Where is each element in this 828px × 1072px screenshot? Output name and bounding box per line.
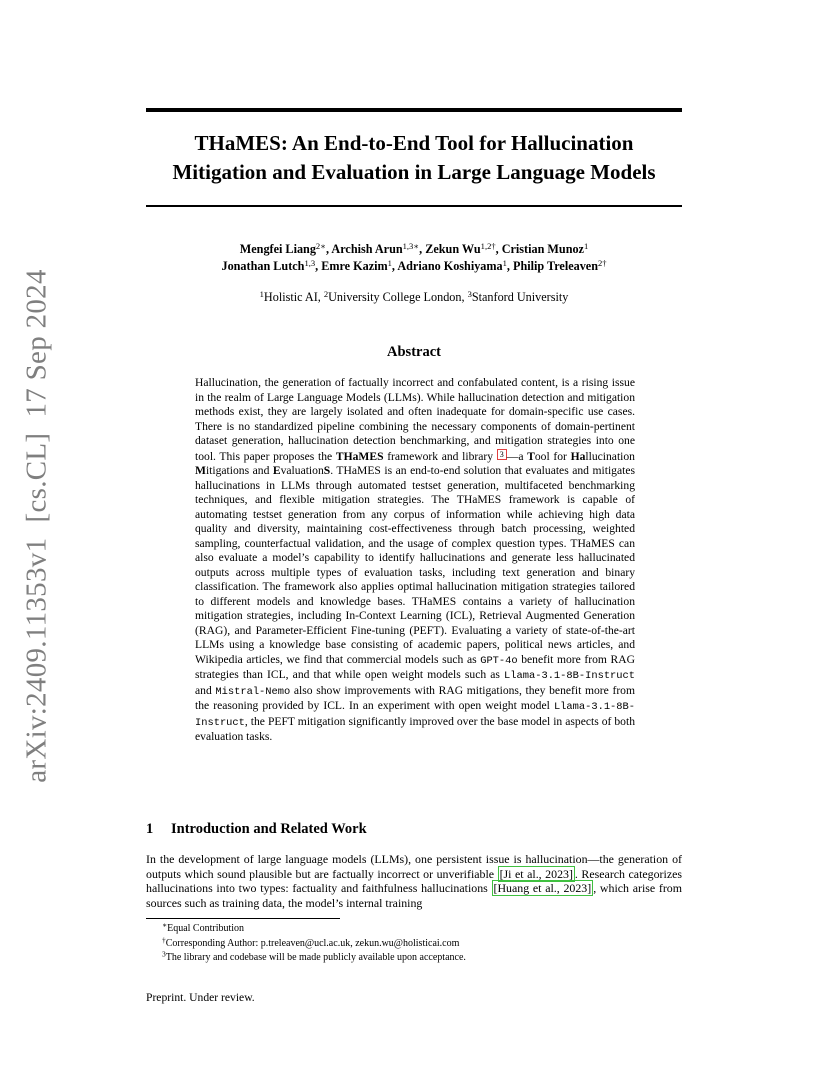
preprint-note: Preprint. Under review. <box>146 991 255 1004</box>
footnote <box>162 922 682 937</box>
affiliations <box>120 289 708 305</box>
footnote <box>162 937 682 952</box>
footnote-text: Corresponding Author: p.treleaven@ucl.ac.uk, zekun.wu@holisticai.com <box>165 937 460 949</box>
footnote <box>162 951 682 966</box>
author-affil-mark: 1,3∗ <box>402 241 420 252</box>
affiliation-name: Stanford University <box>471 290 569 304</box>
abstract-text: benefit more from RAG strategies than ICL, and that while open weight models such as <box>195 652 636 682</box>
affil-separator: , <box>461 290 468 304</box>
section-title: Introduction and Related Work <box>171 821 367 837</box>
title-line-2: Mitigation and Evaluation in Large Language Models <box>172 160 656 184</box>
paper-title <box>120 129 708 187</box>
abstract-body <box>195 376 635 745</box>
author-affil-mark: 1,2† <box>480 241 496 252</box>
author-affil-mark: 1,3 <box>304 258 316 269</box>
author-line-2 <box>120 258 708 275</box>
affil-mark: 1 <box>259 289 264 300</box>
citation-link[interactable]: [Huang et al., 2023] <box>493 881 592 896</box>
title-bottom-rule <box>146 205 682 207</box>
model-name: Llama-3.1-8B-Instruct <box>195 701 635 729</box>
abstract-text: , the PEFT mitigation significantly improved over the base model in aspects of both evaluation tasks. <box>195 714 635 744</box>
footnote-text: Equal Contribution <box>167 923 245 934</box>
author-separator: , <box>391 259 398 273</box>
abstract-text: ool for <box>534 449 571 463</box>
author-affil-mark: 1 <box>387 258 392 269</box>
model-name: GPT-4o <box>480 654 518 667</box>
abstract-text: —a <box>506 449 528 463</box>
author-name: Adriano Koshiyama <box>397 259 503 273</box>
author-name: Philip Treleaven <box>513 259 598 273</box>
model-name: Mistral-Nemo <box>215 685 291 698</box>
abstract-text: . THaMES is an end-to-end solution that evaluates and mitigates hallucinations in LLMs through automated testset generation, multifaceted benchmarking techniques, and flexible mitigation strategies. The THaMES framework is capable of automating testset generation from any corpus of information while achieving high data quality and diversity, maintaining cost-effectiveness through batch processing, weighted sampling, counterfactual validation, and the usage of complex question types. THaMES can also evaluate a model’s capability to identify hallucinations and generate less hallucinated outputs across multiple types of evaluation tasks, including text generation and binary classification. The framework also applies optimal hallucination mitigation strategies tailored to different models and knowledge bases. THaMES contains a variety of hallucination mitigation strategies, including In-Context Learning (ICL), Retrieval Augmented Generation (RAG), and Parameter-Efficient Fine-tuning (PEFT). Evaluating a variety of state-of-the-art LLMs using a knowledge base consisting of academic papers, political news articles, and Wikipedia articles, we find that commercial models such as <box>195 464 635 666</box>
author-name: Cristian Munoz <box>501 242 584 256</box>
author-separator: , <box>419 242 426 256</box>
section-heading <box>146 820 682 838</box>
affiliation-name: University College London <box>328 290 462 304</box>
model-name: Llama-3.1-8B-Instruct <box>504 670 635 683</box>
footnotes <box>162 922 682 966</box>
author-affil-mark: 2∗ <box>315 241 326 252</box>
abstract-text: Hallucination, the generation of factually incorrect and confabulated content, is a rising issue in the realm of Large Language Models (LLMs). While hallucination detection and mitigation methods exist, they are largely isolated and often inadequate for domain-specific use cases. There is no standardized pipeline combining the necessary components of domain-pertinent dataset generation, hallucination detection benchmarking, and mitigation strategies into one tool. This paper proposes the <box>195 376 635 463</box>
affil-mark: 3 <box>467 289 472 300</box>
footnote-mark: † <box>162 935 166 945</box>
author-separator: , <box>495 242 502 256</box>
affil-mark: 2 <box>323 289 329 300</box>
footnote-text: The library and codebase will be made publicly available upon acceptance. <box>165 952 466 963</box>
author-affil-mark: 1 <box>502 258 507 269</box>
footnote-mark: ∗ <box>162 920 168 930</box>
author-name: Zekun Wu <box>425 242 481 256</box>
acronym-letter: E <box>272 464 281 478</box>
author-separator: , <box>326 242 332 256</box>
abstract-text: valuation <box>280 464 324 478</box>
abstract-text: llucination <box>585 449 635 463</box>
author-name: Jonathan Lutch <box>221 259 305 273</box>
citation-link[interactable]: [Ji et al., 2023] <box>499 866 573 881</box>
abstract-text: also show improvements with RAG mitigations, they benefit more from the reasoning provided by ICL. In an experiment with open weight model <box>195 683 635 713</box>
author-separator: , <box>506 259 514 273</box>
acronym-letter: M <box>195 464 206 478</box>
abstract-text: framework and library <box>383 449 497 463</box>
acronym-letter: Ha <box>570 449 586 463</box>
intro-paragraph <box>146 852 682 910</box>
footnote-link[interactable]: 3 <box>497 449 507 460</box>
abstract-text: and <box>195 683 216 697</box>
abstract-heading: Abstract <box>387 344 441 360</box>
author-name: Archish Arun <box>331 242 403 256</box>
intro-text: In the development of large language models (LLMs), one persistent issue is hallucination—the generation of outputs which sound plausible but are factually incorrect or unverifiable <box>146 852 682 881</box>
author-separator: , <box>315 259 322 273</box>
footnote-mark: 3 <box>162 949 166 959</box>
section-number: 1 <box>146 821 154 837</box>
intro-text: . Research categorizes hallucinations into two types: factuality and faithfulness hallucinations <box>146 866 682 896</box>
affil-separator: , <box>317 290 324 304</box>
acronym-letter: T <box>527 449 535 463</box>
author-line-1 <box>120 241 708 258</box>
author-list <box>120 241 708 275</box>
author-affil-mark: 1 <box>583 241 589 252</box>
abstract-text: itigations and <box>205 464 273 478</box>
affiliation-name: Holistic AI <box>263 290 318 304</box>
author-name: Emre Kazim <box>321 259 388 273</box>
title-top-rule <box>146 108 682 112</box>
arxiv-identifier: arXiv:2409.11353v1 [cs.CL] 17 Sep 2024 <box>20 269 53 783</box>
framework-name: THaMES <box>335 449 384 463</box>
title-line-1: THaMES: An End-to-End Tool for Hallucination <box>194 131 634 155</box>
author-affil-mark: 2† <box>598 258 607 269</box>
intro-text: , which arise from sources such as training data, the model’s internal training <box>146 881 682 910</box>
acronym-letter: S <box>323 464 331 478</box>
footnote-rule <box>146 918 340 919</box>
author-name: Mengfei Liang <box>239 242 316 256</box>
